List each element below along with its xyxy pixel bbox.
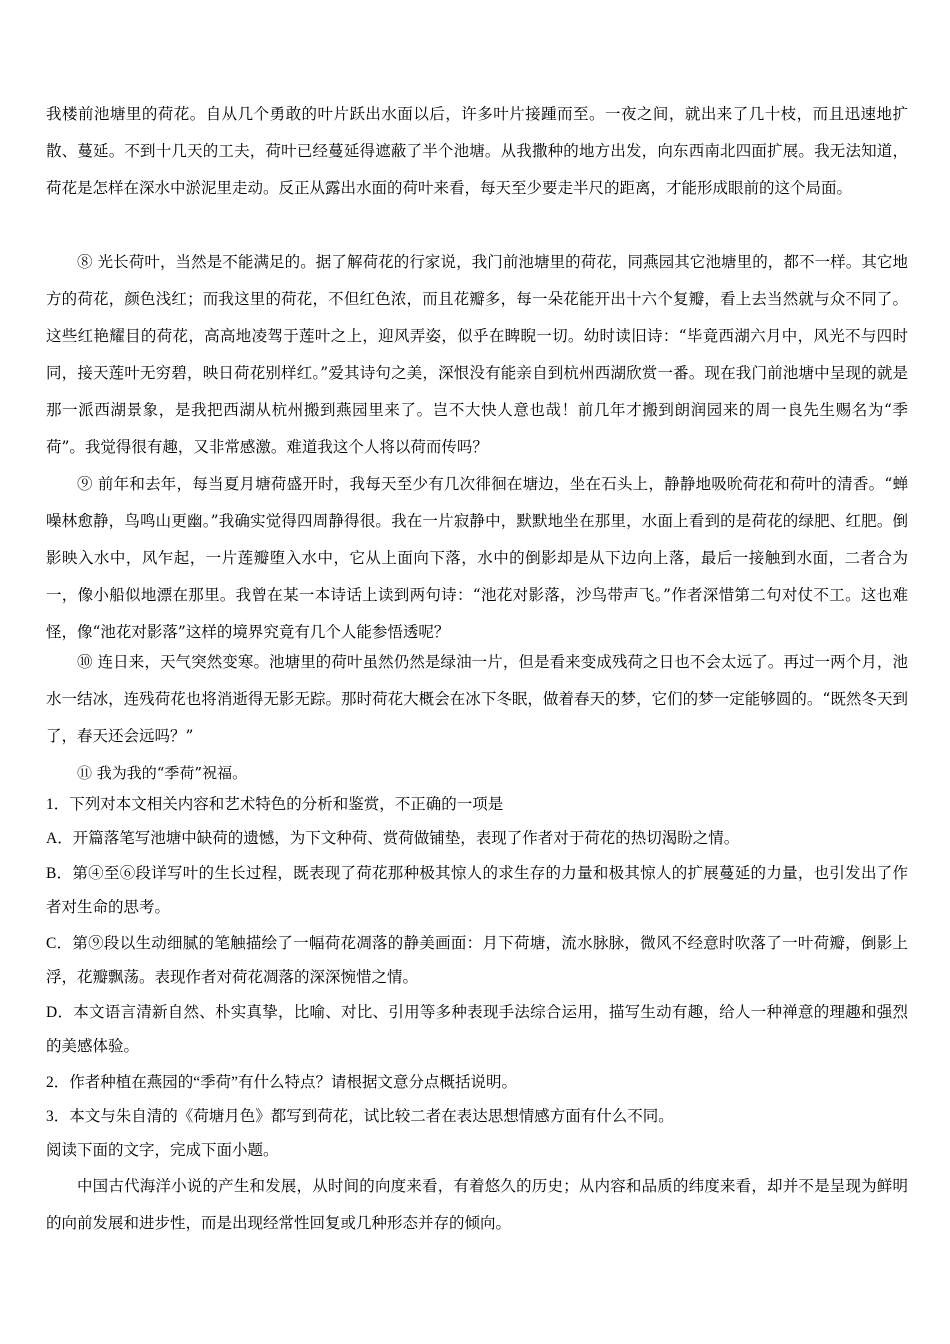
passage-paragraph-continued: 我楼前池塘里的荷花。自从几个勇敢的叶片跃出水面以后，许多叶片接踵而至。一夜之间，就出来了几十枝，而且迅速地扩散、蔓延。不到十几天的工夫，荷叶已经蔓延得遮蔽了半个池塘。从我撒种的地方出发，向东西南北四面扩展。我无法知道，荷花是怎样在深水中淤泥里走动。反正从露出水面的荷叶来看，每天至少要走半尺的距离，才能形成眼前的这个局面。 <box>46 105 908 197</box>
reading-instruction: 阅读下面的文字，完成下面小题。 <box>46 1142 279 1159</box>
passage-paragraph-10: ⑩ 连日来，天气突然变寒。池塘里的荷叶虽然仍然是绿油一片，但是看来变成残荷之日也不会太远了。再过一两个月，池水一结冰，连残荷花也将消逝得无影无踪。那时荷花大概会在冰下冬眠，做着春天的梦，它们的梦一定能够圆的。“既然冬天到了，春天还会远吗？” <box>46 653 908 745</box>
question-1-option-d: D．本文语言清新自然、朴实真挚，比喻、对比、引用等多种表现手法综合运用，描写生动有趣，给人一种禅意的理趣和强烈的美感体验。 <box>46 1004 908 1055</box>
question-3: 3．本文与朱自清的《荷塘月色》都写到荷花，试比较二者在表达思想情感方面有什么不同。 <box>46 1108 674 1125</box>
next-passage-paragraph-1: 中国古代海洋小说的产生和发展，从时间的向度来看，有着悠久的历史；从内容和品质的纬度来看，却并不是呈现为鲜明的向前发展和进步性，而是出现经常性回复或几种形态并存的倾向。 <box>46 1177 908 1232</box>
question-1-option-a: A．开篇落笔写池塘中缺荷的遗憾，为下文种荷、赏荷做铺垫，表现了作者对于荷花的热切渴盼之情。 <box>46 830 740 847</box>
passage-paragraph-9: ⑨ 前年和去年，每当夏月塘荷盛开时，我每天至少有几次徘徊在塘边，坐在石头上，静静地吸吮荷花和荷叶的清香。“蝉噪林愈静，鸟鸣山更幽。”我确实觉得四周静得很。我在一片寂静中，默默地坐在那里，水面上看到的是荷花的绿肥、红肥。倒影映入水中，风乍起，一片莲瓣堕入水中，它从上面向下落，水中的倒影却是从下边向上落，最后一接触到水面，二者合为一，像小船似地漂在那里。我曾在某一本诗话上读到两句诗：“池花对影落，沙鸟带声飞。”作者深惜第二句对仗不工。这也难怪，像“池花对影落”这样的境界究竟有几个人能参悟透呢？ <box>46 475 908 641</box>
passage-paragraph-11: ⑪ 我为我的“季荷”祝福。 <box>77 764 248 782</box>
passage-paragraph-8: ⑧ 光长荷叶，当然是不能满足的。据了解荷花的行家说，我门前池塘里的荷花，同燕园其它池塘里的，都不一样。其它地方的荷花，颜色浅红；而我这里的荷花，不但红色浓，而且花瓣多，每一朵花能开出十六个复瓣，看上去当然就与众不同了。这些红艳耀目的荷花，高高地凌驾于莲叶之上，迎风弄姿，似乎在睥睨一切。幼时读旧诗：“毕竟西湖六月中，风光不与四时同，接天莲叶无穷碧，映日荷花别样红。”爱其诗句之美，深恨没有能亲自到杭州西湖欣赏一番。现在我门前池塘中呈现的就是那一派西湖景象，是我把西湖从杭州搬到燕园里来了。岂不大快人意也哉！前几年才搬到朗润园来的周一良先生赐名为“季荷”。我觉得很有趣，又非常感激。难道我这个人将以荷而传吗？ <box>46 253 908 456</box>
question-1-option-b: B．第④至⑥段详写叶的生长过程，既表现了荷花那种极其惊人的求生存的力量和极其惊人的扩展蔓延的力量，也引发出了作者对生命的思考。 <box>46 865 908 916</box>
question-1-option-c: C．第⑨段以生动细腻的笔触描绘了一幅荷花凋落的静美画面：月下荷塘，流水脉脉，微风不经意时吹落了一叶荷瓣，倒影上浮，花瓣飘荡。表现作者对荷花凋落的深深惋惜之情。 <box>46 935 908 986</box>
question-2: 2．作者种植在燕园的“季荷”有什么特点？请根据文意分点概括说明。 <box>46 1074 518 1091</box>
question-1-stem: 1．下列对本文相关内容和艺术特色的分析和鉴赏，不正确的一项是 <box>46 796 504 813</box>
